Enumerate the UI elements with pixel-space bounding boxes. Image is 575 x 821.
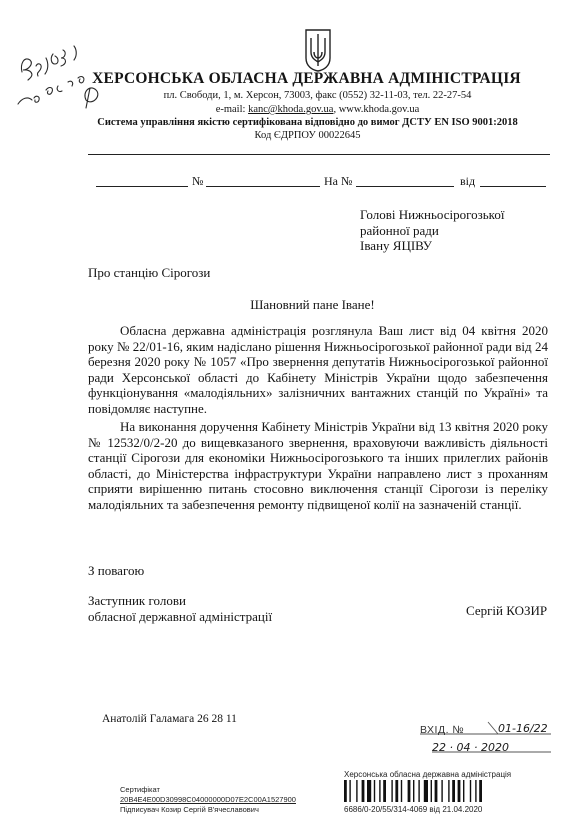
barcode-bar	[431, 780, 432, 802]
signer-position: обласної державної адміністрації	[88, 609, 273, 624]
certificate-signer: Підписувач Козир Сергій В'ячеславович	[120, 805, 259, 814]
email-label: e-mail:	[215, 104, 246, 115]
addressee-name: Івану ЯЦІВУ	[360, 238, 432, 253]
outgoing-number-label: №	[192, 174, 204, 188]
barcode-bar	[448, 780, 449, 802]
barcode-bar	[470, 780, 471, 802]
organization-address: пл. Свободи, 1, м. Херсон, 73003, факс (0552) 32-11-03, тел. 22-27-54	[163, 90, 472, 101]
edrpou-code: Код ЄДРПОУ 00022645	[254, 130, 361, 141]
reply-date-blank	[480, 174, 546, 187]
iso-certification: Система управління якістю сертифікована відповідно до вимог ДСТУ EN ISO 9001:2018	[97, 117, 518, 128]
incoming-number: 01-16/22	[498, 722, 548, 735]
barcode-bar	[383, 780, 386, 802]
reply-date-label: від	[460, 174, 476, 188]
reply-to-number-blank	[356, 174, 454, 187]
header-divider	[88, 154, 550, 155]
barcode-bar	[479, 780, 482, 802]
outgoing-date-blank	[96, 174, 188, 187]
addressee-block	[360, 207, 504, 254]
barcode-bar	[418, 780, 419, 802]
coat-of-arms-icon	[304, 28, 332, 72]
website-text: , www.khoda.gov.ua	[333, 104, 420, 115]
barcode-bar	[424, 780, 428, 802]
barcode-bar	[349, 780, 350, 802]
barcode-bar	[374, 780, 375, 802]
executor-contact: Анатолій Галамага 26 28 11	[102, 713, 237, 725]
closing-regards: З повагою	[88, 563, 145, 578]
barcode-bar	[452, 780, 455, 802]
barcode-bar	[395, 780, 398, 802]
email-link[interactable]: kanc@khoda.gov.ua	[248, 104, 334, 115]
organization-title: ХЕРСОНСЬКА ОБЛАСНА ДЕРЖАВНА АДМІНІСТРАЦІЯ	[92, 70, 521, 87]
barcode-bar	[401, 780, 402, 802]
body-paragraph: На виконання доручення Кабінету Міністрів України від 13 квітня 2020 року № 12532/0/2-20 до вищевказаного звернення, враховуючи важливість діяльності станції Сірогози для економіки Нижньосірогозького та інших прилеглих районів області, до Міністерства інфраструктури України направлено лист з проханням сприяти вирішенню питань стосовно виключення станції Сірогози із переліку малодіяльних та забезпечення ремонту підвищеної колії на зазначеній станції.	[88, 419, 548, 512]
signer-position: Заступник голови	[88, 593, 186, 608]
incoming-date: 22 · 04 · 2020	[432, 741, 509, 754]
incoming-stamp-label: ВХІД. №	[420, 724, 465, 736]
barcode-bar	[379, 780, 380, 802]
contact-line	[0, 104, 575, 115]
barcode-bar	[435, 780, 438, 802]
addressee-line: Голові Нижньосірогозької	[360, 207, 505, 222]
barcode-bar	[344, 780, 347, 802]
certificate-id: 20B4E4E00D30998C04000000D07E2C00A1527900	[120, 795, 296, 804]
addressee-line: районної ради	[360, 222, 439, 238]
barcode-bar	[463, 780, 464, 802]
barcode-bar	[441, 780, 442, 802]
reply-to-label: На №	[324, 174, 353, 188]
barcode-bar	[367, 780, 371, 802]
barcode-bar	[458, 780, 461, 802]
barcode-bar	[356, 780, 357, 802]
outgoing-number-blank	[206, 174, 320, 187]
barcode-bar	[362, 780, 365, 802]
barcode-bar	[475, 780, 476, 802]
barcode-bar	[408, 780, 411, 802]
barcode-bar	[413, 780, 414, 802]
barcode-bar	[391, 780, 392, 802]
letter-subject: Про станцію Сірогози	[88, 265, 211, 280]
body-paragraph: Обласна державна адміністрація розглянула Ваш лист від 04 квітня 2020 року № 22/01-16, яким надіслано рішення Нижньосірогозької районної ради від 24 березня 2020 року № 1057 «Про звернення депутатів Нижньосірогозької районної ради Херсонської області до Кабінету Міністрів України щодо забезпечення функціонування «малодіяльних» залізничних вантажних станцій по Україні» та повідомляє наступне.	[88, 323, 548, 416]
certificate-label: Сертифікат	[120, 785, 160, 794]
signer-name: Сергій КОЗИР	[466, 603, 548, 618]
certificate-block	[120, 785, 296, 815]
barcode-icon	[344, 780, 532, 802]
registry-number: 6686/0-20/55/314-4069 від 21.04.2020	[344, 805, 483, 814]
greeting: Шановний пане Іване!	[250, 297, 375, 312]
registry-organization: Херсонська обласна державна адміністрація	[344, 770, 512, 779]
